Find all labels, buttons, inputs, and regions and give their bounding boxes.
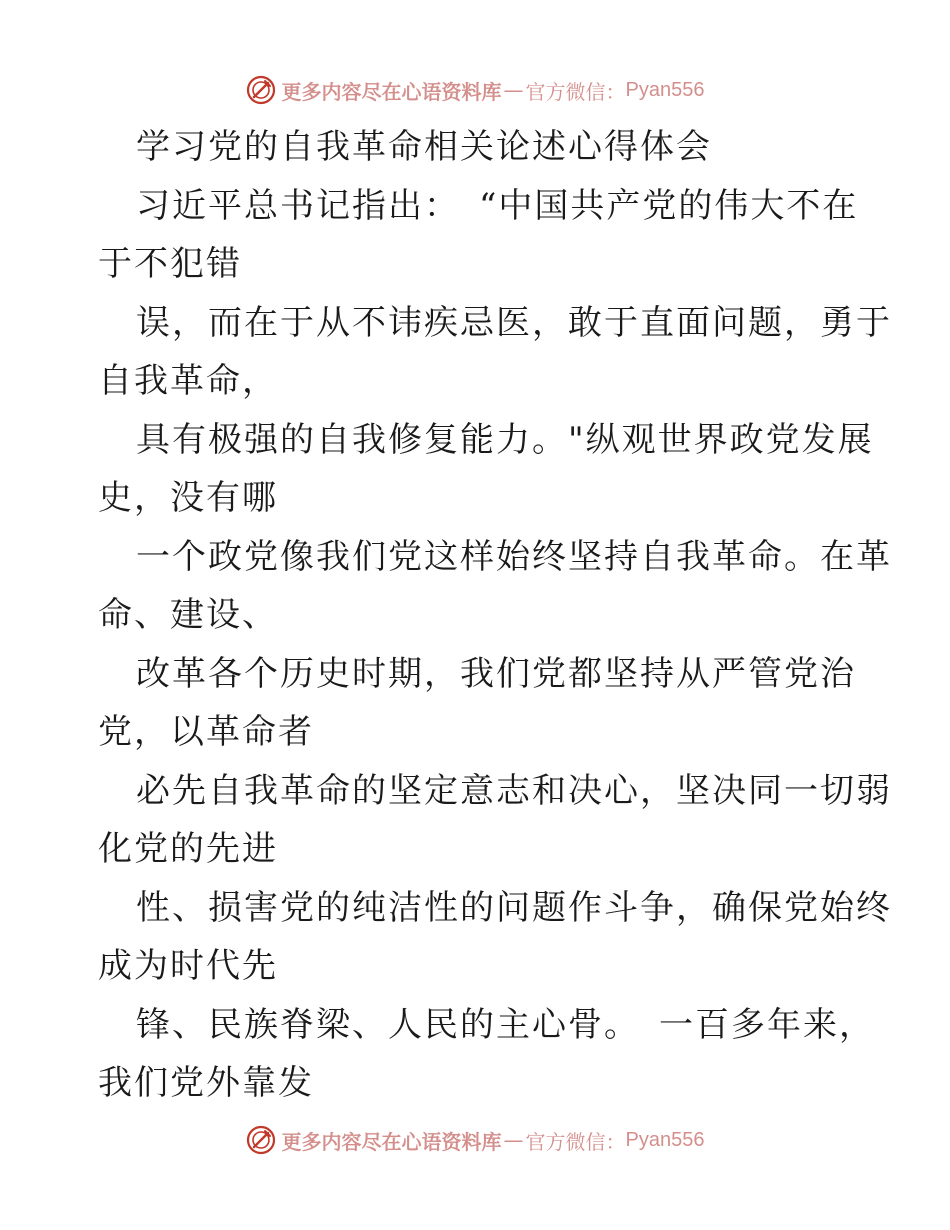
text-line: 误，而在于从不讳疾忌医，敢于直面问题，勇于 [136,302,892,343]
document-title: 学习党的自我革命相关论述心得体会 [136,127,712,167]
text-line: 党，以革命者 [98,712,314,752]
text-line: 命、建设、 [98,595,278,635]
watermark-title: 更多内容尽在心语资料库 [281,79,502,104]
watermark-wechat-id: Pyan556 [625,1128,705,1151]
text-line: 必先自我革命的坚定意志和决心，坚决同一切弱 [136,770,892,811]
text-line: 性、损害党的纯洁性的问题作斗争，确保党始终 [136,887,892,928]
document-logo-icon [246,1125,276,1155]
text-line: 习近平总书记指出： “中国共产党的伟大不在 [136,185,859,226]
watermark-dash: — [503,78,524,102]
text-line: 自我革命， [98,361,278,401]
document-logo-icon [246,75,276,105]
text-line: 史，没有哪 [98,478,278,518]
watermark-label: 官方微信： [525,79,626,104]
header-watermark [0,70,950,110]
watermark-wechat-id: Pyan556 [625,78,705,101]
text-line: 锋、民族脊梁、人民的主心骨。 一百多年来， [136,1004,875,1045]
text-line: 成为时代先 [98,946,278,986]
footer-watermark [0,1120,950,1160]
text-line: 具有极强的自我修复能力。"纵观世界政党发展 [136,419,874,460]
watermark-label: 官方微信： [525,1129,626,1154]
text-line: 改革各个历史时期，我们党都坚持从严管党治 [136,653,856,694]
text-line: 化党的先进 [98,829,278,869]
text-line: 于不犯错 [98,244,242,284]
watermark-title: 更多内容尽在心语资料库 [281,1129,502,1154]
document-body [98,118,892,1113]
text-line: 一个政党像我们党这样始终坚持自我革命。在革 [136,536,892,577]
watermark-dash: — [503,1128,524,1152]
text-line: 我们党外靠发 [98,1063,314,1103]
